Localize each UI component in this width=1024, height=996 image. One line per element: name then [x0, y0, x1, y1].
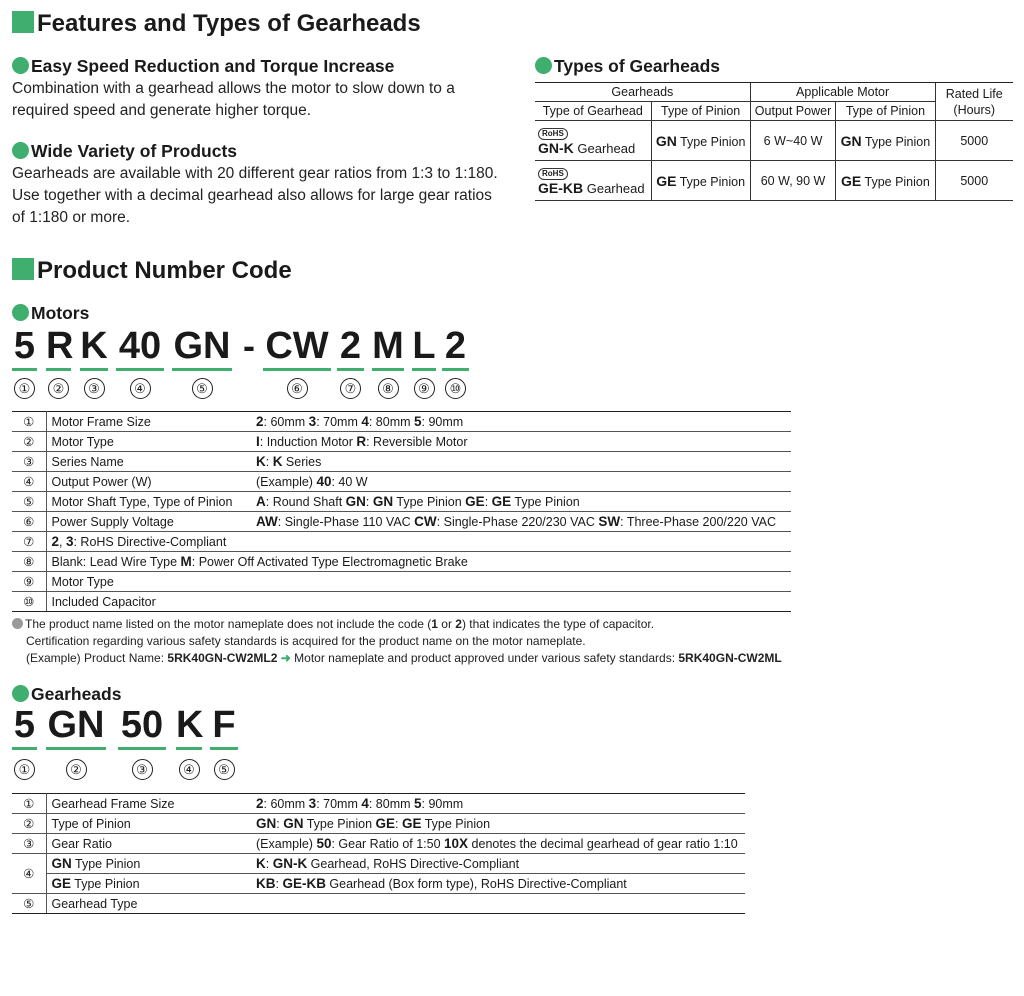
- row-value: [251, 814, 745, 834]
- code-desc: : Gear Ratio of 1:50: [331, 837, 445, 851]
- row-label: Motor Frame Size: [46, 412, 251, 432]
- code-value: GE-KB: [282, 876, 326, 891]
- row-label-text: Type Pinion: [71, 877, 140, 891]
- code-segment: K: [80, 325, 108, 367]
- row-label: [46, 874, 251, 894]
- code-desc: :: [265, 455, 273, 469]
- code-separator: -: [243, 325, 255, 366]
- pinion-code: GE: [841, 172, 862, 189]
- code-value: K: [256, 454, 266, 469]
- code-value: GN: [345, 494, 366, 509]
- table-row: [12, 794, 745, 814]
- row-label-code: GN: [51, 856, 72, 871]
- code-value: GN: [283, 816, 304, 831]
- segment-number: ⑦: [340, 378, 361, 399]
- code-value: GN-K: [272, 856, 308, 871]
- row-label: Gear Ratio: [46, 834, 251, 854]
- note-dot-icon: [12, 618, 23, 629]
- code-value: A: [256, 494, 266, 509]
- row-number: ⑤: [12, 492, 46, 512]
- code-segment: L: [412, 325, 436, 367]
- code-desc: : 60mm: [263, 797, 309, 811]
- code-desc: (Example): [256, 475, 317, 489]
- code-segment: GN: [173, 325, 231, 367]
- table-row: [12, 472, 791, 492]
- code-desc: : 40 W: [331, 475, 368, 489]
- code-desc: :: [265, 857, 273, 871]
- row-label: Type of Pinion: [46, 814, 251, 834]
- code-value: AW: [256, 514, 278, 529]
- code-value: 3: [65, 534, 74, 549]
- code-segment: R: [46, 325, 74, 367]
- code-desc: : Single-Phase 110 VAC: [277, 515, 415, 529]
- row-value: [251, 874, 745, 894]
- row-label-text: Type Pinion: [71, 857, 141, 871]
- row-label: Output Power (W): [46, 472, 251, 492]
- code-value: KB: [256, 876, 276, 891]
- cell-motor-pinion: [836, 121, 935, 161]
- code-underline: [46, 747, 106, 750]
- code-desc: : Power Off Activated Type Electromagnetic Brake: [191, 555, 468, 569]
- row-number: ③: [12, 452, 46, 472]
- th-motor-type-of-pinion: Type of Pinion: [836, 102, 935, 121]
- segment-number: ⑤: [214, 759, 235, 780]
- row-number: ⑥: [12, 512, 46, 532]
- th-gearheads: Gearheads: [535, 83, 750, 102]
- cell-output: 6 W~40 W: [750, 121, 836, 161]
- code-segment: F: [212, 704, 236, 746]
- segment-number: ⑧: [378, 378, 399, 399]
- row-label-code: GE: [51, 876, 72, 891]
- gearhead-code: GE-KB: [538, 180, 584, 196]
- code-desc: Gearhead (Box form type), RoHS Directive-Compliant: [325, 877, 627, 891]
- code-desc: : Three-Phase 200/220 VAC: [620, 515, 776, 529]
- row-label: Motor Type: [46, 572, 251, 592]
- table-row: [12, 552, 791, 572]
- code-desc: : Reversible Motor: [366, 435, 468, 449]
- dot-bullet-icon: [12, 142, 29, 159]
- row-value: [251, 592, 791, 612]
- speed-heading: [12, 56, 394, 77]
- segment-number: ①: [14, 378, 35, 399]
- segment-number: ②: [66, 759, 87, 780]
- row-label: Power Supply Voltage: [46, 512, 251, 532]
- row-number: ④: [12, 472, 46, 492]
- motor-note: [12, 616, 782, 667]
- code-underline: [80, 368, 108, 371]
- cell-pinion: [651, 161, 750, 201]
- code-underline: [172, 368, 232, 371]
- segment-number: ③: [84, 378, 105, 399]
- th-rated-life: Rated Life (Hours): [935, 83, 1013, 121]
- row-number: ⑦: [12, 532, 46, 552]
- th-output-power: Output Power: [750, 102, 836, 121]
- code-segment: CW: [265, 325, 329, 367]
- code-value: 3: [308, 796, 317, 811]
- code-value: GN: [372, 494, 394, 509]
- note-code: 2: [455, 617, 462, 631]
- note-text: ) that indicates the type of capacitor.: [461, 617, 655, 631]
- row-number: ②: [12, 814, 46, 834]
- code-value: 2: [51, 534, 60, 549]
- motors-title: Motors: [31, 303, 90, 323]
- code-underline: [442, 368, 469, 371]
- code-underline: [176, 747, 202, 750]
- note-line-2: Certification regarding various safety standards is acquired for the product name on the motor nameplate.: [26, 634, 586, 648]
- code-segment: 40: [118, 325, 162, 367]
- code-value: CW: [414, 514, 437, 529]
- pinion-code: GN: [840, 132, 862, 149]
- code-underline: [337, 368, 364, 371]
- cell-gearhead: [535, 161, 651, 201]
- segment-number: ⑩: [445, 378, 466, 399]
- code-value: 4: [361, 796, 369, 811]
- code-value: GE: [401, 816, 422, 831]
- code-value: 5: [414, 414, 422, 429]
- row-label: [46, 854, 251, 874]
- pinion-label: Type Pinion: [676, 134, 746, 149]
- row-number: ②: [12, 432, 46, 452]
- row-number: ①: [12, 412, 46, 432]
- gearhead-label: Gearhead: [573, 141, 636, 156]
- segment-number: ⑨: [414, 378, 435, 399]
- row-value: [251, 854, 745, 874]
- code-desc: : Single-Phase 220/230 VAC: [436, 515, 599, 529]
- code-value: 3: [308, 414, 317, 429]
- pinion-label: Type Pinion: [676, 174, 746, 189]
- note-line-1: [12, 616, 782, 633]
- segment-number: ②: [48, 378, 69, 399]
- segment-number: ①: [14, 759, 35, 780]
- code-value: R: [356, 434, 367, 449]
- th-applicable-motor: Applicable Motor: [750, 83, 935, 102]
- code-desc: ,: [59, 535, 66, 549]
- segment-number: ④: [179, 759, 200, 780]
- table-row: [12, 592, 791, 612]
- square-bullet-icon: [12, 11, 34, 33]
- gearheads-heading: [12, 684, 121, 705]
- row-value: [251, 492, 791, 512]
- code-value: 2: [256, 796, 264, 811]
- note-text: (Example) Product Name:: [26, 651, 168, 665]
- row-number: ④: [12, 854, 46, 894]
- code-desc: Type Pinion: [421, 817, 491, 831]
- code-desc: Gearhead, RoHS Directive-Compliant: [307, 857, 520, 871]
- pnc-heading: [12, 257, 292, 285]
- code-underline: [116, 368, 164, 371]
- table-row: [12, 432, 791, 452]
- variety-title: Wide Variety of Products: [31, 141, 238, 161]
- table-row: [12, 834, 745, 854]
- motor-code-table: [12, 411, 791, 612]
- row-value: [251, 412, 791, 432]
- code-desc: :: [275, 877, 283, 891]
- code-segment: M: [372, 325, 404, 367]
- th-type-of-gearhead: Type of Gearhead: [535, 102, 651, 121]
- code-value: 4: [361, 414, 369, 429]
- features-title: Features and Types of Gearheads: [37, 10, 421, 37]
- code-value: GE: [465, 494, 485, 509]
- code-desc: : 70mm: [316, 415, 362, 429]
- row-label: Gearhead Type: [46, 894, 251, 914]
- note-text: The product name listed on the motor nameplate does not include the code (: [25, 617, 432, 631]
- features-heading: [12, 10, 421, 38]
- dot-bullet-icon: [12, 304, 29, 321]
- row-label: Series Name: [46, 452, 251, 472]
- row-label: Motor Type: [46, 432, 251, 452]
- pinion-label: Type Pinion: [861, 134, 931, 149]
- speed-text: Combination with a gearhead allows the motor to slow down to a required speed and generate higher torque.: [12, 80, 455, 119]
- code-underline: [12, 747, 37, 750]
- note-code: 1: [431, 617, 438, 631]
- code-desc: :: [365, 495, 373, 509]
- row-number: ⑩: [12, 592, 46, 612]
- cell-pinion: [651, 121, 750, 161]
- row-value: [251, 452, 791, 472]
- code-segment: GN: [47, 704, 105, 746]
- table-row: [535, 161, 1013, 201]
- code-segment: 2: [444, 325, 467, 367]
- segment-number: ⑤: [192, 378, 213, 399]
- gearheads-title: Gearheads: [31, 684, 122, 704]
- row-number: ③: [12, 834, 46, 854]
- code-underline: [118, 747, 166, 750]
- variety-text: Gearheads are available with 20 different gear ratios from 1:3 to 1:180. Use together with a decimal gearhead also allows for large gear ratios of 1:180 or more.: [12, 165, 498, 226]
- note-text: or: [437, 617, 456, 631]
- segment-number: ⑥: [287, 378, 308, 399]
- types-table: [535, 82, 1013, 201]
- code-desc: : 80mm: [368, 415, 415, 429]
- code-segment: 5: [13, 325, 36, 367]
- note-nameplate-name: 5RK40GN-CW2ML: [678, 651, 782, 665]
- code-value: 40: [316, 474, 332, 489]
- code-value: K: [256, 856, 266, 871]
- row-value: [251, 894, 745, 914]
- note-text: Motor nameplate and product approved under various safety standards:: [290, 651, 679, 665]
- code-value: GE: [375, 816, 396, 831]
- cell-motor-pinion: [836, 161, 935, 201]
- code-desc: Type Pinion: [393, 495, 466, 509]
- rohs-icon: RoHS: [538, 128, 568, 140]
- code-underline: [46, 368, 71, 371]
- dot-bullet-icon: [535, 57, 552, 74]
- cell-rated-life: 5000: [935, 121, 1013, 161]
- row-number: ①: [12, 794, 46, 814]
- table-row: [12, 572, 791, 592]
- code-desc: Type Pinion: [511, 495, 580, 509]
- code-segment: K: [176, 704, 204, 746]
- code-desc: : Induction Motor: [259, 435, 357, 449]
- code-underline: [372, 368, 404, 371]
- code-underline: [12, 368, 37, 371]
- gearhead-code-table: [12, 793, 745, 914]
- code-desc: :: [276, 817, 284, 831]
- row-label: Motor Shaft Type, Type of Pinion: [46, 492, 251, 512]
- code-desc: : 90mm: [421, 797, 464, 811]
- row-number: ⑨: [12, 572, 46, 592]
- gearhead-label: Gearhead: [583, 181, 645, 196]
- code-desc: : RoHS Directive-Compliant: [73, 535, 227, 549]
- code-segment: 5: [13, 704, 36, 746]
- code-desc: : 70mm: [316, 797, 362, 811]
- code-value: GE: [491, 494, 512, 509]
- code-desc: : 60mm: [263, 415, 309, 429]
- code-value: SW: [598, 514, 621, 529]
- table-row: [12, 814, 745, 834]
- row-value: [46, 552, 791, 572]
- row-number: ⑧: [12, 552, 46, 572]
- types-heading: [535, 56, 720, 77]
- row-value: [251, 572, 791, 592]
- code-underline: [412, 368, 436, 371]
- code-desc: Type Pinion: [303, 817, 376, 831]
- code-underline: [210, 747, 238, 750]
- table-row: [12, 452, 791, 472]
- table-row: [535, 121, 1013, 161]
- square-bullet-icon: [12, 258, 34, 280]
- code-desc: Blank: Lead Wire Type: [51, 555, 181, 569]
- row-value: [251, 834, 745, 854]
- pinion-label: Type Pinion: [861, 174, 930, 189]
- pnc-title: Product Number Code: [37, 257, 292, 284]
- row-value: [46, 532, 791, 552]
- cell-gearhead: [535, 121, 651, 161]
- code-desc: Series: [282, 455, 322, 469]
- table-row: [12, 854, 745, 874]
- arrow-right-icon: ➜: [280, 651, 291, 665]
- th-type-of-pinion: Type of Pinion: [651, 102, 750, 121]
- table-row: [12, 894, 745, 914]
- code-segment: 50: [120, 704, 164, 746]
- row-label: Gearhead Frame Size: [46, 794, 251, 814]
- table-row: [12, 532, 791, 552]
- dot-bullet-icon: [12, 685, 29, 702]
- code-value: 50: [316, 836, 332, 851]
- code-desc: : 90mm: [421, 415, 464, 429]
- row-number: ⑤: [12, 894, 46, 914]
- code-underline: [263, 368, 331, 371]
- table-row: [12, 512, 791, 532]
- row-value: [251, 472, 791, 492]
- pinion-code: GN: [655, 132, 677, 149]
- code-value: GN: [256, 816, 277, 831]
- code-segment: 2: [339, 325, 362, 367]
- code-desc: denotes the decimal gearhead of gear ratio 1:10: [468, 837, 738, 851]
- speed-title: Easy Speed Reduction and Torque Increase: [31, 56, 395, 76]
- cell-output: 60 W, 90 W: [750, 161, 836, 201]
- code-value: I: [256, 434, 260, 449]
- row-label: Included Capacitor: [46, 592, 251, 612]
- code-desc: :: [484, 495, 492, 509]
- code-value: K: [272, 454, 283, 469]
- row-value: [251, 794, 745, 814]
- segment-number: ④: [130, 378, 151, 399]
- table-row: [12, 874, 745, 894]
- note-line-3: [12, 650, 782, 667]
- row-value: [251, 432, 791, 452]
- code-desc: (Example): [256, 837, 317, 851]
- dot-bullet-icon: [12, 57, 29, 74]
- gearhead-code: GN-K: [538, 140, 574, 156]
- code-value: 10X: [444, 836, 469, 851]
- segment-number: ③: [132, 759, 153, 780]
- types-title: Types of Gearheads: [554, 56, 720, 76]
- table-row: [12, 492, 791, 512]
- table-row: [12, 412, 791, 432]
- pinion-code: GE: [656, 172, 677, 189]
- code-desc: : 80mm: [368, 797, 415, 811]
- motors-heading: [12, 303, 89, 324]
- code-desc: :: [395, 817, 402, 831]
- variety-heading: [12, 141, 237, 162]
- rohs-icon: RoHS: [538, 168, 568, 180]
- note-product-name: 5RK40GN-CW2ML2: [167, 651, 278, 665]
- cell-rated-life: 5000: [935, 161, 1013, 201]
- code-desc: : Round Shaft: [265, 495, 346, 509]
- code-value: 2: [256, 414, 264, 429]
- code-value: 5: [414, 796, 422, 811]
- row-value: [251, 512, 791, 532]
- code-value: M: [180, 554, 192, 569]
